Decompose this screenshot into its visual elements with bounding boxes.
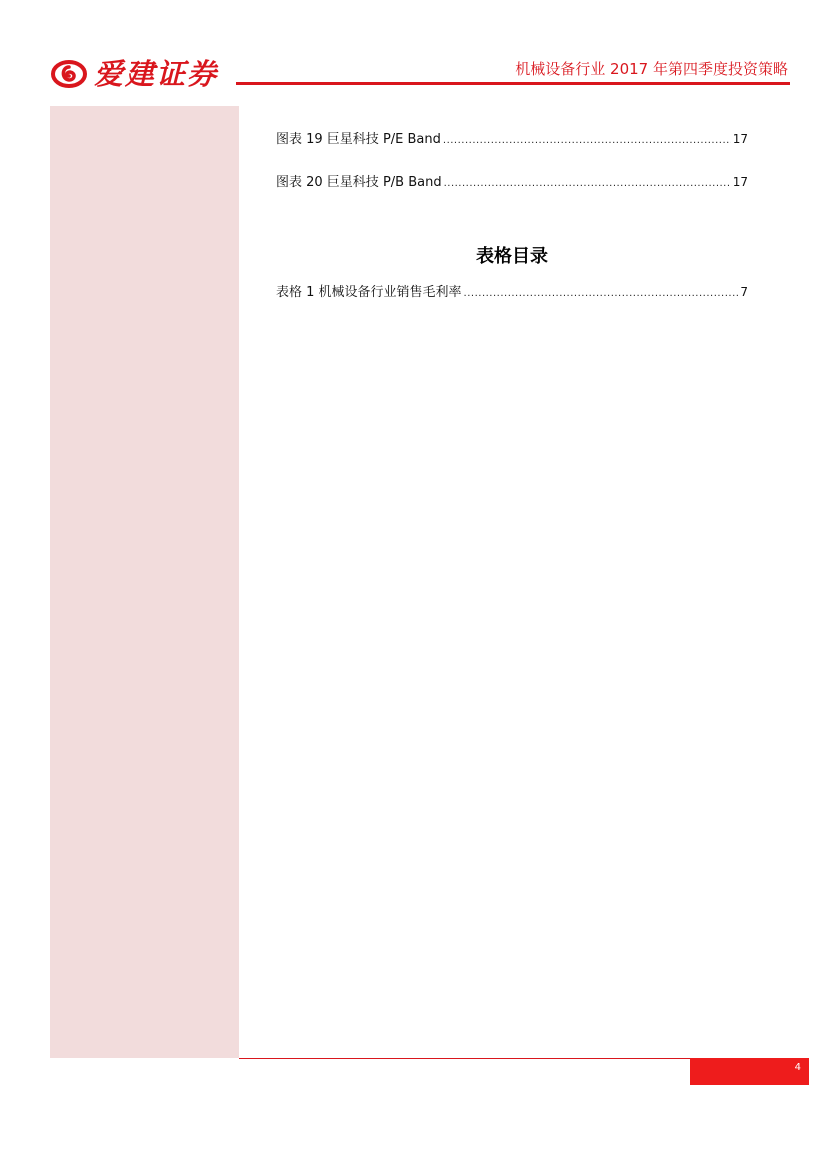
toc-entry-page: 17 [732, 175, 748, 189]
table-toc-heading: 表格目录 [476, 246, 548, 267]
brand-name: 爱建证券 [94, 56, 219, 91]
brand-logo [50, 55, 218, 93]
toc-entry-label: 图表 19 巨星科技 P/E Band [276, 132, 441, 147]
spiral-logo-icon [50, 59, 88, 89]
toc-entry-label: 表格 1 机械设备行业销售毛利率 [276, 285, 462, 300]
toc-leader-dots [464, 286, 739, 302]
left-sidebar-panel [50, 106, 239, 1058]
table-toc-entry[interactable] [276, 284, 748, 302]
header-divider [236, 82, 790, 85]
toc-leader-dots [443, 133, 731, 149]
report-title: 机械设备行业 2017 年第四季度投资策略 [515, 60, 788, 78]
toc-entry-page: 7 [740, 285, 748, 299]
toc-entry-page: 17 [732, 132, 748, 146]
page-number-box [690, 1058, 809, 1085]
figure-toc-entry[interactable] [276, 174, 748, 192]
toc-leader-dots [444, 176, 731, 192]
figure-toc-entry[interactable] [276, 131, 748, 149]
toc-entry-label: 图表 20 巨星科技 P/B Band [276, 175, 442, 190]
page-number: 4 [794, 1062, 801, 1073]
